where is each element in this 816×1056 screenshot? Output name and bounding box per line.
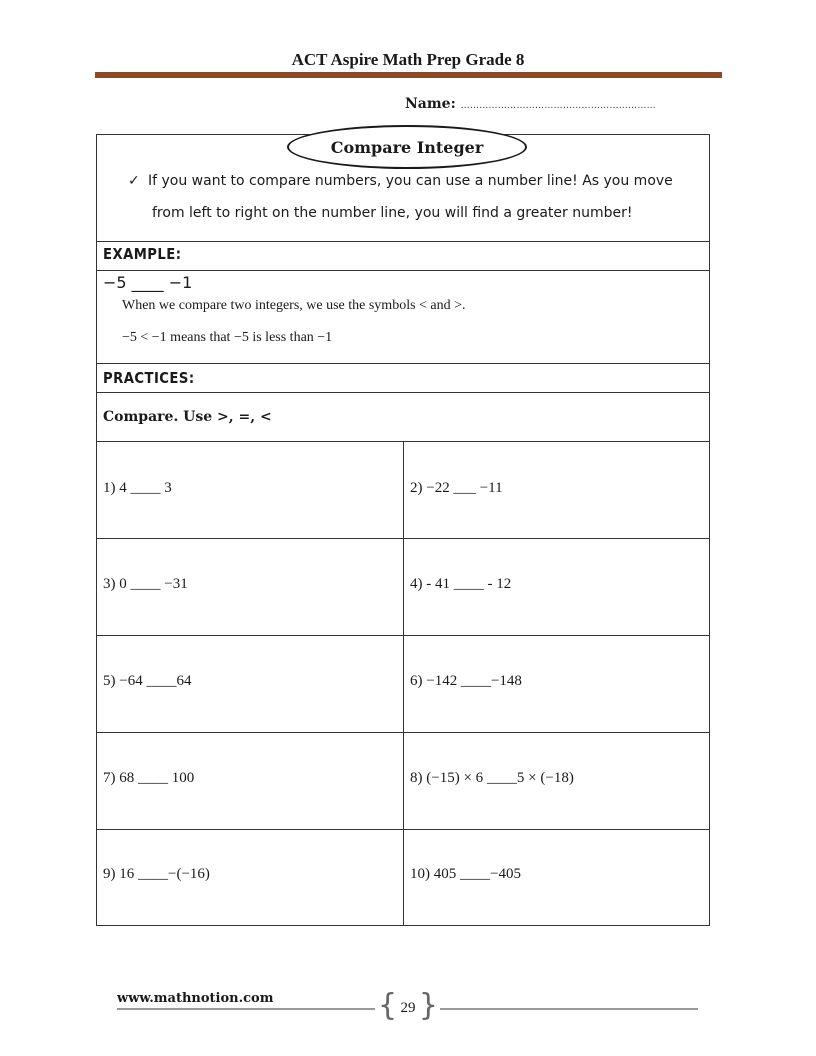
right-brace-icon: } — [418, 988, 438, 1023]
grid-row-divider — [96, 829, 710, 830]
example-conclusion: −5 < −1 means that −5 is less than −1 — [122, 330, 333, 345]
name-dots: ……………………………………………………… — [460, 101, 656, 111]
tip-text-line-1 — [128, 173, 673, 189]
footer-url: www.mathnotion.com — [117, 991, 274, 1006]
practice-item: 9) 16 ____−(−16) — [103, 866, 210, 882]
example-label: EXAMPLE: — [103, 245, 182, 263]
practice-item: 3) 0 ____ −31 — [103, 576, 188, 592]
page-number-text: 29 — [400, 999, 416, 1016]
header-divider — [95, 72, 722, 78]
header-title: ACT Aspire Math Prep Grade 8 — [291, 50, 525, 69]
lesson-title: Compare Integer — [287, 125, 527, 169]
grid-row-divider — [96, 635, 710, 636]
practice-item: 4) - 41 ____ - 12 — [410, 576, 512, 592]
practice-instruction: Compare. Use >, =, < — [103, 409, 272, 425]
practice-item: 8) (−15) × 6 ____5 × (−18) — [410, 770, 574, 786]
practice-item: 2) −22 ___ −11 — [410, 480, 503, 496]
practice-item: 6) −142 ____−148 — [410, 673, 522, 689]
page-number — [378, 988, 438, 1024]
name-label: Name: — [405, 96, 456, 112]
grid-row-divider — [96, 732, 710, 733]
practices-label: PRACTICES: — [103, 369, 195, 387]
practice-item: 10) 405 ____−405 — [410, 866, 521, 882]
checkmark-icon: ✓ — [128, 173, 140, 189]
example-problem: −5 ____ −1 — [103, 273, 193, 292]
tip-text: If you want to compare numbers, you can use a number line! As you move — [148, 173, 673, 189]
grid-divider — [403, 441, 404, 926]
practice-item: 1) 4 ____ 3 — [103, 480, 172, 496]
footer-rule — [117, 1008, 375, 1010]
name-field — [405, 96, 656, 112]
grid-row-divider — [96, 538, 710, 539]
tip-text-line-2: from left to right on the number line, you will find a greater number! — [152, 205, 633, 221]
left-brace-icon: { — [378, 988, 398, 1023]
footer-rule — [440, 1008, 698, 1010]
practice-item: 7) 68 ____ 100 — [103, 770, 195, 786]
example-header-row — [96, 241, 710, 271]
example-explanation: When we compare two integers, we use the symbols < and >. — [122, 298, 466, 313]
practice-item: 5) −64 ____64 — [103, 673, 192, 689]
